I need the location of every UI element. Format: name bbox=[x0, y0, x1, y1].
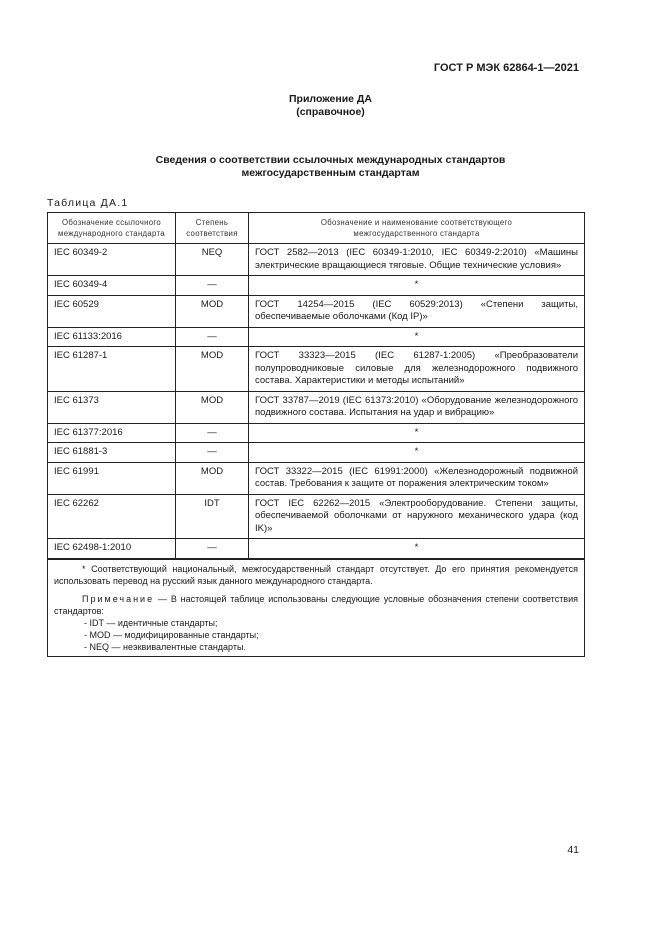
abbreviation-item: - IDT — идентичные стандарты; bbox=[84, 617, 218, 628]
compliance-degree: NEQ bbox=[176, 244, 249, 276]
header-text: Обозначение ссылочного bbox=[62, 218, 161, 227]
header-text: Обозначение и наименование соответствующего bbox=[320, 218, 513, 227]
standard-code: IEC 60349-2 bbox=[48, 244, 176, 276]
standard-code: IEC 61287-1 bbox=[48, 347, 176, 392]
document-header: ГОСТ Р МЭК 62864-1—2021 bbox=[433, 62, 579, 74]
standard-code: IEC 61133:2016 bbox=[48, 327, 176, 347]
header-text: соответствия bbox=[186, 229, 238, 238]
standard-code: IEC 62498-1:2010 bbox=[48, 539, 176, 559]
standard-code: IEC 61991 bbox=[48, 462, 176, 494]
table-row bbox=[48, 327, 585, 347]
appendix-subtitle: (справочное) bbox=[296, 106, 365, 118]
page-number: 41 bbox=[567, 844, 579, 856]
table-row bbox=[48, 539, 585, 559]
standard-name: * bbox=[249, 276, 585, 296]
table-row bbox=[48, 494, 585, 539]
appendix-title: Приложение ДА bbox=[289, 93, 372, 105]
standard-name: * bbox=[249, 443, 585, 463]
table-caption: Таблица ДА.1 bbox=[47, 197, 129, 209]
table-row bbox=[48, 391, 585, 423]
table-row bbox=[48, 295, 585, 327]
table-row bbox=[48, 244, 585, 276]
table-header-row bbox=[48, 213, 585, 244]
standard-name: ГОСТ 33323—2015 (IEC 61287-1:2005) «Преобразователи полупроводниковые силовые для железнодорожного подвижного состава. Характеристики и методы испытаний» bbox=[249, 347, 585, 392]
compliance-degree: IDT bbox=[176, 494, 249, 539]
standards-table bbox=[47, 212, 585, 657]
header-degree bbox=[176, 213, 249, 244]
table-row bbox=[48, 462, 585, 494]
footnote: * Соответствующий национальный, межгосударственный стандарт отсутствует. До его принятия рекомендуется использовать перевод на русский язык данного международного стандарта. bbox=[54, 563, 578, 586]
table-notes-row bbox=[48, 559, 585, 657]
section-title-line2: межгосударственным стандартам bbox=[241, 167, 420, 179]
standard-code: IEC 62262 bbox=[48, 494, 176, 539]
compliance-degree: — bbox=[176, 276, 249, 296]
note bbox=[54, 593, 578, 617]
compliance-degree: — bbox=[176, 327, 249, 347]
abbreviation-item: - NEQ — неэквивалентные стандарты. bbox=[84, 641, 246, 652]
compliance-degree: MOD bbox=[176, 347, 249, 392]
standard-code: IEC 60349-4 bbox=[48, 276, 176, 296]
standard-code: IEC 60529 bbox=[48, 295, 176, 327]
compliance-degree: — bbox=[176, 443, 249, 463]
standard-name: * bbox=[249, 423, 585, 443]
standard-code: IEC 61377:2016 bbox=[48, 423, 176, 443]
abbreviation-list bbox=[54, 617, 578, 653]
section-title bbox=[0, 154, 661, 180]
table-body bbox=[48, 244, 585, 559]
compliance-degree: MOD bbox=[176, 391, 249, 423]
table-row bbox=[48, 347, 585, 392]
header-interstate-standard bbox=[249, 213, 585, 244]
table-row bbox=[48, 443, 585, 463]
standard-name: ГОСТ 2582—2013 (IEC 60349-1:2010, IEC 60349-2:2010) «Машины электрические вращающиеся тяговые. Общие технические условия» bbox=[249, 244, 585, 276]
header-text: межгосударственного стандарта bbox=[353, 229, 480, 238]
standard-code: IEC 61373 bbox=[48, 391, 176, 423]
table-notes bbox=[48, 559, 585, 657]
compliance-degree: MOD bbox=[176, 295, 249, 327]
header-text: Степень bbox=[195, 218, 229, 227]
abbreviation-item: - MOD — модифицированные стандарты; bbox=[84, 629, 259, 640]
note-text: — В настоящей таблице использованы следующие условные обозначения степени соответствия стандартов: bbox=[54, 593, 578, 616]
standard-code: IEC 61881-3 bbox=[48, 443, 176, 463]
standard-name: * bbox=[249, 539, 585, 559]
compliance-degree: — bbox=[176, 539, 249, 559]
section-title-line1: Сведения о соответствии ссылочных международных стандартов bbox=[155, 154, 506, 166]
table-row bbox=[48, 276, 585, 296]
standard-name: ГОСТ IEC 62262—2015 «Электрооборудование. Степени защиты, обеспечиваемой оболочками от наружного механического удара (код IK)» bbox=[249, 494, 585, 539]
standard-name: ГОСТ 33322—2015 (IEC 61991:2000) «Железнодорожный подвижной состав. Требования к защите от поражения электрическим током» bbox=[249, 462, 585, 494]
appendix-heading bbox=[0, 93, 661, 119]
compliance-degree: MOD bbox=[176, 462, 249, 494]
standard-name: ГОСТ 33787—2019 (IEC 61373:2010) «Оборудование железнодорожного подвижного состава. Испытания на удар и вибрацию» bbox=[249, 391, 585, 423]
standard-name: ГОСТ 14254—2015 (IEC 60529:2013) «Степени защиты, обеспечиваемые оболочками (Код IP)» bbox=[249, 295, 585, 327]
table-row bbox=[48, 423, 585, 443]
standard-name: * bbox=[249, 327, 585, 347]
header-reference-standard bbox=[48, 213, 176, 244]
compliance-degree: — bbox=[176, 423, 249, 443]
header-text: международного стандарта bbox=[58, 229, 165, 238]
note-label: Примечание bbox=[82, 593, 155, 604]
